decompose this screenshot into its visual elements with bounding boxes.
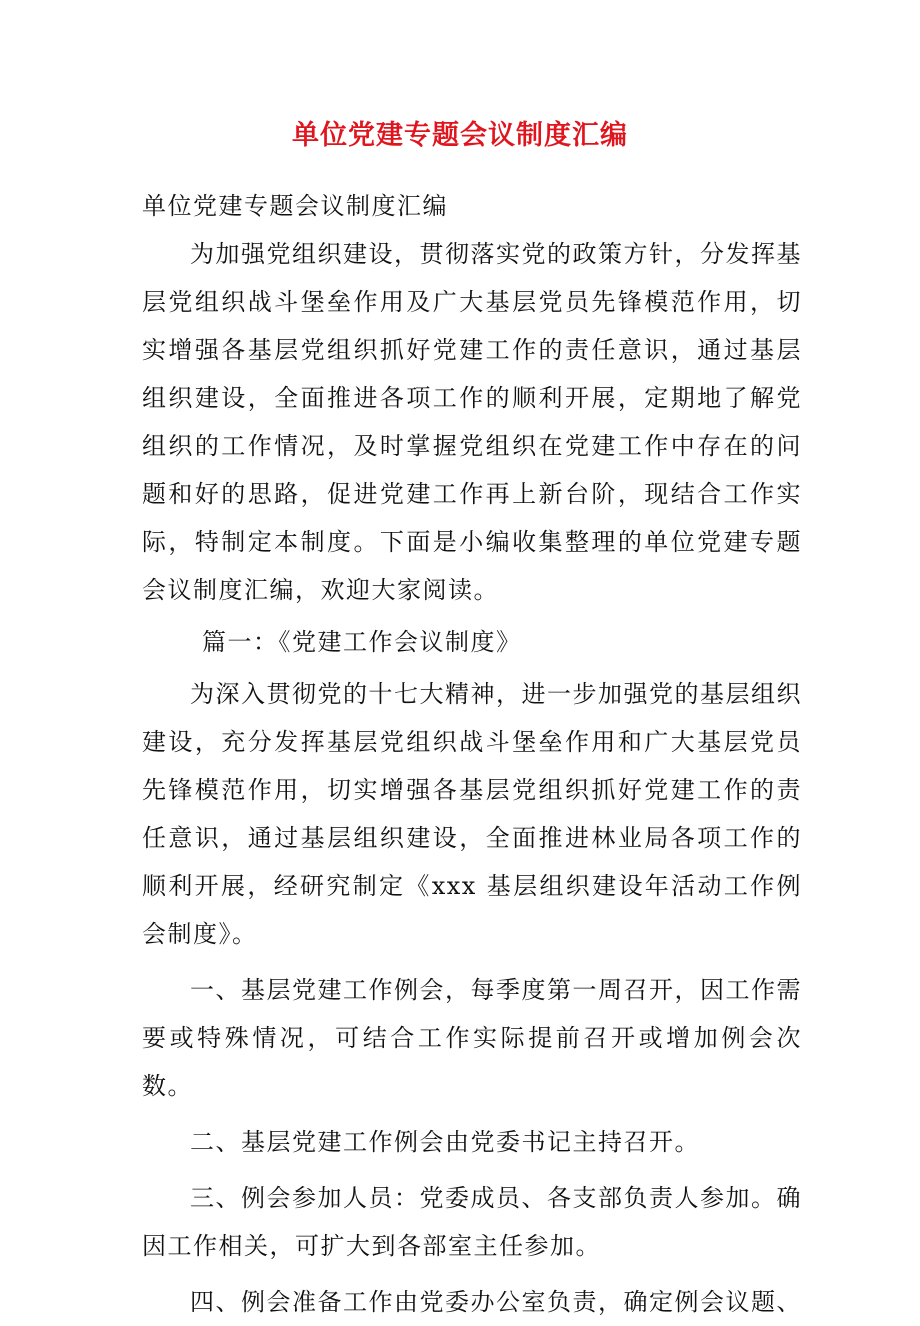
intro-paragraph: 为加强党组织建设，贯彻落实党的政策方针，分发挥基层党组织战斗堡垒作用及广大基层党员先锋模范作用，切实增强各基层党组织抓好党建工作的责任意识，通过基层组织建设，全面推进各项工作的顺利开展，定期地了解党组织的工作情况，及时掌握党组织在党建工作中存在的问题和好的思路，促进党建工作再上新台阶，现结合工作实际，特制定本制度。下面是小编收集整理的单位党建专题会议制度汇编，欢迎大家阅读。 (142, 240, 802, 604)
clause-paragraph-1: 一、基层党建工作例会，每季度第一周召开，因工作需要或特殊情况，可结合工作实际提前召开或增加例会次数。 (142, 976, 802, 1100)
clause-paragraph-3: 三、例会参加人员：党委成员、各支部负责人参加。确因工作相关，可扩大到各部室主任参加。 (142, 1184, 802, 1260)
document-body (142, 182, 802, 1326)
subtitle-paragraph: 单位党建专题会议制度汇编 (142, 192, 448, 220)
chapter-heading: 篇一：《党建工作会议制度》 (202, 628, 522, 656)
clause-paragraph-4: 四、例会准备工作由党委办公室负责，确定例会议题、 (190, 1288, 802, 1316)
document-title: 单位党建专题会议制度汇编 (292, 120, 628, 151)
chapter-intro-paragraph: 为深入贯彻党的十七大精神，进一步加强党的基层组织建设，充分发挥基层党组织战斗堡垒作用和广大基层党员先锋模范作用，切实增强各基层党组织抓好党建工作的责任意识，通过基层组织建设，全面推进林业局各项工作的顺利开展，经研究制定《xxx 基层组织建设年活动工作例会制度》。 (142, 680, 802, 948)
clause-paragraph-2: 二、基层党建工作例会由党委书记主持召开。 (190, 1128, 700, 1156)
